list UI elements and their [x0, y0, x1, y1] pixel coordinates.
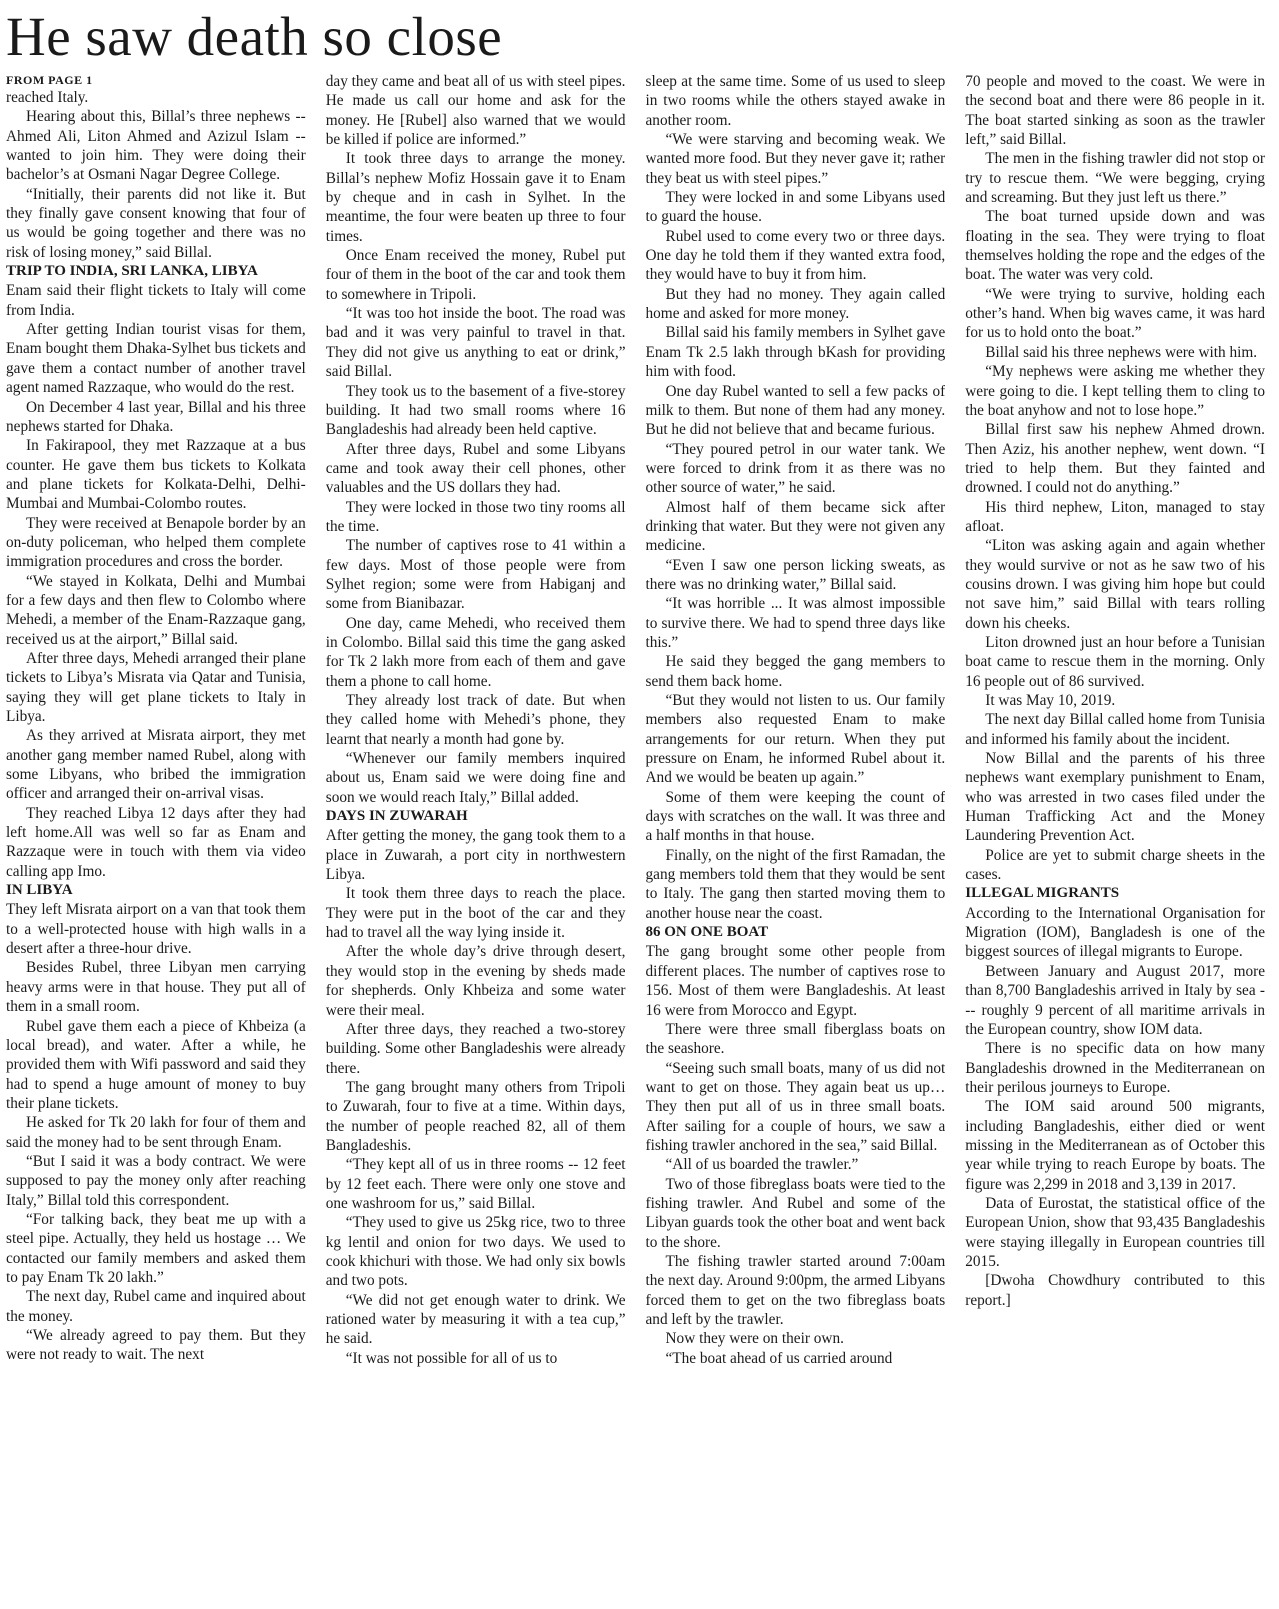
paragraph: reached Italy. — [6, 89, 89, 106]
paragraph: But they had no money. They again called home and asked for more money. — [645, 285, 946, 323]
paragraph: Enam said their flight tickets to Italy will come from India. — [6, 282, 306, 319]
paragraph: As they arrived at Misrata airport, they met another gang member named Rubel, along with some Libyans, who bribed the immigration officer and arranged their on-arrival visas. — [6, 727, 306, 803]
paragraph: “Initially, their parents did not like it. But they finally gave consent knowing that four of us would be going together and there was no risk of losing money,” said Billal. — [6, 185, 306, 261]
paragraph: They left Misrata airport on a van that took them to a well-protected house with high walls in a desert after a three-hour drive. — [6, 901, 306, 958]
paragraph: It took them three days to reach the place. They were put in the boot of the car and they had to travel all the way lying inside it. — [325, 885, 626, 942]
column-2 — [326, 72, 626, 1602]
paragraph: On December 4 last year, Billal and his three nephews started for Dhaka. — [6, 398, 306, 435]
paragraph: “It was not possible for all of us to — [345, 1349, 558, 1367]
paragraph: The fishing trawler started around 7:00am the next day. Around 9:00pm, the armed Libyans forced them to get on the two fibreglass boats and left by the trawler. — [645, 1252, 946, 1328]
paragraph: “It was horrible ... It was almost impossible to survive there. We had to spend three days like this.” — [645, 595, 946, 651]
paragraph: Besides Rubel, three Libyan men carrying heavy arms were in that house. They put all of them in a small room. — [6, 959, 306, 1016]
column-4 — [965, 72, 1265, 1602]
paragraph: Billal first saw his nephew Ahmed drown. Then Aziz, his another nephew, went down. “I tried to help them. But they fainted and drowned. I could not do anything.” — [965, 421, 1265, 497]
paragraph: “We were trying to survive, holding each other’s hand. When big waves came, it was hard for us to hold onto the boat.” — [965, 285, 1265, 342]
paragraph: The boat turned upside down and was floating in the sea. They were trying to float themselves holding the rope and the edges of the boat. The water was very cold. — [965, 208, 1265, 284]
paragraph: They reached Libya 12 days after they had left home.All was well so far as Enam and Razzaque were in touch with them via video calling app Imo. — [6, 804, 306, 880]
paragraph: They took us to the basement of a five-storey building. It had two small rooms where 16 Bangladeshis had already been held captive. — [325, 382, 626, 439]
paragraph: “But I said it was a body contract. We were supposed to pay the money only after reaching Italy,” Billal told this correspondent. — [6, 1152, 306, 1209]
paragraph: After getting Indian tourist visas for them, Enam bought them Dhaka-Sylhet bus tickets and gave them a contact number of another travel agent named Razzaque, who would do the rest. — [6, 321, 306, 397]
paragraph: There is no specific data on how many Bangladeshis drowned in the Mediterranean on their perilous journeys to Europe. — [965, 1040, 1265, 1096]
paragraph: “My nephews were asking me whether they were going to die. I kept telling them to cling to the boat anyhow and not to lose hope.” — [965, 363, 1265, 419]
paragraph: According to the International Organisation for Migration (IOM), Bangladesh is one of the biggest sources of illegal migrants to Europe. — [965, 904, 1265, 961]
paragraph: The next day Billal called home from Tunisia and informed his family about the incident. — [965, 711, 1265, 748]
paragraph: Rubel used to come every two or three days. One day he told them if they wanted extra food, they would have to buy it from him. — [645, 227, 946, 284]
paragraph: Between January and August 2017, more than 8,700 Bangladeshis arrived in Italy by sea --- roughly 9 percent of all maritime arrivals in the European country, show IOM data. — [965, 962, 1265, 1038]
paragraph: There were three small fiberglass boats on the seashore. — [645, 1020, 946, 1058]
paragraph: Liton drowned just an hour before a Tunisian boat came to rescue them in the morning. Only 16 people out of 86 survived. — [965, 633, 1265, 690]
paragraph: Hearing about this, Billal’s three nephews -- Ahmed Ali, Liton Ahmed and Azizul Islam -- wanted to join him. They were doing their bachelor’s at Osmani Nagar Degree College. — [6, 108, 306, 184]
paragraph: “It was too hot inside the boot. The road was bad and it was very painful to travel in that. They did not give us anything to eat or drink,” said Billal. — [325, 305, 626, 381]
paragraph: The next day, Rubel came and inquired about the money. — [6, 1288, 306, 1325]
paragraph: Finally, on the night of the first Ramadan, the gang members told them that they would be sent to Italy. The gang then started moving them to another house near the coast. — [645, 846, 946, 922]
paragraph: “The boat ahead of us carried around — [665, 1349, 893, 1367]
paragraph: Now Billal and the parents of his three nephews want exemplary punishment to Enam, who was arrested in two cases filed under the Human Trafficking Act and the Money Laundering Prevention Act. — [965, 750, 1265, 845]
paragraph: The gang brought many others from Tripoli to Zuwarah, four to five at a time. Within days, the number of people reached 82, all of them Bangladeshis. — [325, 1078, 626, 1154]
paragraph: He asked for Tk 20 lakh for four of them and said the money had to be sent through Enam. — [6, 1114, 306, 1151]
paragraph: They already lost track of date. But when they called home with Mehedi’s phone, they learnt that nearly a month had gone by. — [325, 692, 626, 748]
paragraph: They were received at Benapole border by an on-duty policeman, who helped them complete immigration procedures and cross the border. — [6, 514, 306, 571]
paragraph: “For talking back, they beat me up with a steel pipe. Actually, they held us hostage … We contacted our family members and asked them to pay Enam Tk 20 lakh.” — [6, 1210, 306, 1286]
section-heading: TRIP TO INDIA, SRI LANKA, LIBYA — [6, 263, 258, 280]
paragraph: Rubel gave them each a piece of Khbeiza (a local bread), and water. After a while, he provided them with Wifi password and said they had to spend a huge amount of money to buy their plane tickets. — [6, 1017, 306, 1112]
section-heading: DAYS IN ZUWARAH — [325, 808, 468, 825]
paragraph: After three days, Mehedi arranged their plane tickets to Libya’s Misrata via Qatar and Tunisia, saying they will get plane tickets to Italy in Libya. — [6, 649, 306, 725]
paragraph: The men in the fishing trawler did not stop or try to rescue them. “We were begging, crying and screaming. But they just left us there.” — [965, 150, 1265, 207]
section-heading: 86 ON ONE BOAT — [645, 924, 769, 941]
paragraph: After three days, Rubel and some Libyans came and took away their cell phones, other valuables and the US dollars they had. — [325, 440, 626, 497]
paragraph: Data of Eurostat, the statistical office of the European Union, show that 93,435 Bangladeshis were staying illegally in European countries till 2015. — [965, 1194, 1265, 1270]
section-heading: ILLEGAL MIGRANTS — [965, 885, 1120, 902]
paragraph: 70 people and moved to the coast. We were in the second boat and there were 86 people in it. The boat started sinking as soon as the trawler left,” said Billal. — [965, 73, 1265, 149]
paragraph: “Whenever our family members inquired about us, Enam said we were doing fine and soon we would reach Italy,” Billal added. — [325, 750, 626, 806]
paragraph: “We already agreed to pay them. But they were not ready to wait. The next — [6, 1327, 306, 1364]
paragraph: “We did not get enough water to drink. We rationed water by measuring it with a tea cup,” he said. — [325, 1291, 626, 1348]
paragraph: “We were starving and becoming weak. We wanted more food. But they never gave it; rather they beat us with steel pipes.” — [645, 131, 946, 187]
paragraph: “They poured petrol in our water tank. We were forced to drink from it as there was no other source of water,” he said. — [645, 440, 946, 497]
paragraph: sleep at the same time. Some of us used to sleep in two rooms while the others stayed awake in another room. — [645, 73, 946, 129]
paragraph: “They kept all of us in three rooms -- 12 feet by 12 feet each. There were only one stove and one washroom for us,” said Billal. — [325, 1156, 626, 1212]
paragraph: The IOM said around 500 migrants, including Bangladeshis, either died or went missing in the Mediterranean as of October this year while trying to reach Europe by boats. The figure was 2,299 in 2018 and 3,139 in 2017. — [965, 1098, 1265, 1193]
paragraph: “But they would not listen to us. Our family members also requested Enam to make arrangements for our return. When they put pressure on Enam, he informed Rubel about it. And we would be beaten up again.” — [645, 692, 946, 787]
paragraph: In Fakirapool, they met Razzaque at a bus counter. He gave them bus tickets to Kolkata and plane tickets for Kolkata-Delhi, Delhi-Mumbai and Mumbai-Colombo routes. — [6, 437, 306, 513]
paragraph: [Dwoha Chowdhury contributed to this report.] — [965, 1272, 1265, 1309]
paragraph: “Seeing such small boats, many of us did not want to get on those. They again beat us up… They then put all of us in three small boats. After sailing for a couple of hours, we saw a fishing trawler anchored in the sea,” said Billal. — [645, 1059, 946, 1154]
paragraph: Once Enam received the money, Rubel put four of them in the boot of the car and took them to somewhere in Tripoli. — [325, 247, 626, 303]
paragraph: The gang brought some other people from different places. The number of captives rose to 156. Most of them were Bangladeshis. At least 16 were from Morocco and Egypt. — [645, 943, 946, 1019]
paragraph: They were locked in those two tiny rooms all the time. — [325, 498, 626, 535]
section-heading: IN LIBYA — [6, 882, 73, 899]
headline: He saw death so close — [6, 6, 503, 67]
paragraph: One day, came Mehedi, who received them in Colombo. Billal said this time the gang asked for Tk 2 lakh more from each of them and gave them a phone to call home. — [325, 614, 626, 690]
paragraph: “All of us boarded the trawler.” — [665, 1156, 859, 1174]
paragraph: Billal said his three nephews were with him. — [985, 343, 1258, 361]
paragraph: One day Rubel wanted to sell a few packs of milk to them. But none of them had any money. But he did not believe that and became furious. — [645, 382, 946, 439]
paragraph: “Even I saw one person licking sweats, as there was no drinking water,” Billal said. — [645, 556, 946, 593]
paragraph: After the whole day’s drive through desert, they would stop in the evening by sheds made for shepherds. Only Khbeiza and some water were their meal. — [325, 943, 626, 1019]
paragraph: “We stayed in Kolkata, Delhi and Mumbai for a few days and then flew to Colombo where Mehedi, a member of the Enam-Razzaque gang, received us at the airport,” Billal said. — [6, 572, 306, 648]
column-3 — [646, 72, 946, 1602]
paragraph: After getting the money, the gang took them to a place in Zuwarah, a port city in northwestern Libya. — [325, 827, 626, 884]
paragraph: They were locked in and some Libyans used to guard the house. — [645, 189, 946, 226]
paragraph: Billal said his family members in Sylhet gave Enam Tk 2.5 lakh through bKash for providing him with food. — [645, 324, 946, 381]
paragraph: Some of them were keeping the count of days with scratches on the wall. It was three and a half months in that house. — [645, 788, 946, 845]
paragraph: Almost half of them became sick after drinking that water. But they were not given any medicine. — [645, 498, 946, 555]
paragraph: His third nephew, Liton, managed to stay afloat. — [965, 498, 1265, 535]
column-1 — [6, 72, 306, 1602]
paragraph: “They used to give us 25kg rice, two to three kg lentil and onion for two days. We used to cook khichuri with those. We had only six bowls and two pots. — [325, 1214, 626, 1290]
paragraph: After three days, they reached a two-storey building. Some other Bangladeshis were already there. — [325, 1020, 626, 1077]
paragraph: It was May 10, 2019. — [985, 692, 1116, 709]
continuation-tag: FROM PAGE 1 — [6, 73, 93, 87]
paragraph: Two of those fibreglass boats were tied to the fishing trawler. And Rubel and some of the Libyan guards took the other boat and went back to the shore. — [645, 1175, 946, 1251]
paragraph: “Liton was asking again and again whether they would survive or not as he saw two of his cousins drown. I was giving him hope but could not save him,” said Billal with tears rolling down his cheeks. — [965, 537, 1265, 632]
paragraph: day they came and beat all of us with steel pipes. He made us call our home and ask for the money. He [Rubel] also warned that we would be killed if police are informed.” — [325, 73, 626, 149]
paragraph: He said they begged the gang members to send them back home. — [645, 653, 946, 690]
article-columns — [6, 72, 1265, 1602]
paragraph: Police are yet to submit charge sheets in the cases. — [965, 846, 1265, 884]
paragraph: The number of captives rose to 41 within a few days. Most of those people were from Sylhet region; some were from Habiganj and some from Bianibazar. — [325, 537, 626, 613]
paragraph: It took three days to arrange the money. Billal’s nephew Mofiz Hossain gave it to Enam by cheque and in cash in Sylhet. In the meantime, the four were beaten up three to four times. — [325, 150, 626, 245]
paragraph: Now they were on their own. — [665, 1330, 844, 1348]
